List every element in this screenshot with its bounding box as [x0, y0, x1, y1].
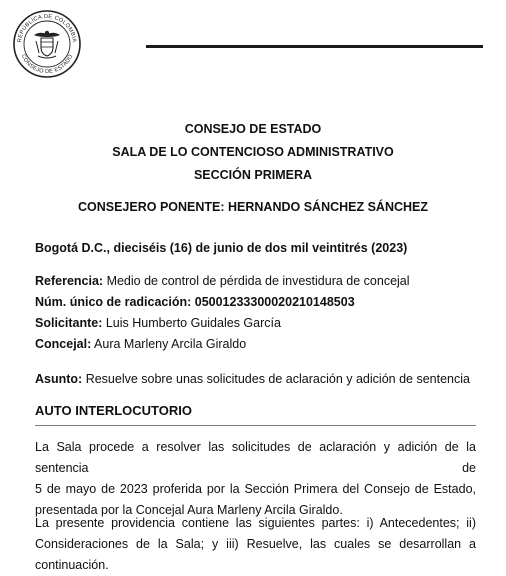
- field-referencia: [35, 274, 410, 288]
- field-value: Aura Marleny Arcila Giraldo: [91, 337, 247, 351]
- coat-of-arms-icon: [34, 31, 60, 58]
- field-value: Resuelve sobre unas solicitudes de aclaración y adición de sentencia: [82, 372, 470, 386]
- paragraph-parts: [35, 513, 476, 576]
- seal-top-text: REPÚBLICA DE COLOMBIA: [16, 13, 78, 43]
- chamber-name: SALA DE LO CONTENCIOSO ADMINISTRATIVO: [112, 145, 394, 159]
- paragraph-line: La presente providencia contiene las siguientes partes: i) Antecedentes; ii): [35, 516, 476, 530]
- field-solicitante: [35, 316, 281, 330]
- section-title: AUTO INTERLOCUTORIO: [35, 403, 192, 418]
- field-asunto: [35, 372, 470, 386]
- section-name: SECCIÓN PRIMERA: [193, 168, 313, 182]
- paragraph-line: presentada por la Concejal Aura Marleny Arcila Giraldo.: [35, 503, 343, 517]
- field-label: Núm. único de radicación:: [35, 295, 192, 309]
- paragraph-line: La Sala procede a resolver las solicitudes de aclaración y adición de la sentencia de: [35, 440, 476, 475]
- field-value: Luis Humberto Guidales García: [102, 316, 281, 330]
- consejero-ponente: CONSEJERO PONENTE: HERNANDO SÁNCHEZ SÁNCHEZ: [77, 200, 429, 214]
- field-radicacion: [35, 295, 355, 309]
- field-concejal: [35, 337, 246, 351]
- paragraph-line: Consideraciones de la Sala; y iii) Resuelve, las cuales se desarrollan a continuación.: [35, 537, 476, 572]
- court-name: CONSEJO DE ESTADO: [184, 122, 322, 136]
- field-label: Referencia:: [35, 274, 104, 288]
- date-line: Bogotá D.C., dieciséis (16) de junio de dos mil veintitrés (2023): [35, 241, 408, 255]
- field-value: Medio de control de pérdida de investidura de concejal: [103, 274, 410, 288]
- field-value: 05001233300020210148503: [191, 295, 355, 309]
- seal-bottom-text: CONSEJO DE ESTADO: [19, 53, 75, 76]
- paragraph-intro: [35, 437, 476, 521]
- paragraph-line: 5 de mayo de 2023 proferida por la Sección Primera del Consejo de Estado,: [35, 482, 476, 496]
- header-rule: [146, 45, 483, 48]
- consejo-de-estado-seal: [12, 9, 82, 79]
- field-label: Concejal:: [35, 337, 92, 351]
- section-divider: [35, 425, 476, 426]
- field-label: Solicitante:: [35, 316, 103, 330]
- field-label: Asunto:: [35, 372, 83, 386]
